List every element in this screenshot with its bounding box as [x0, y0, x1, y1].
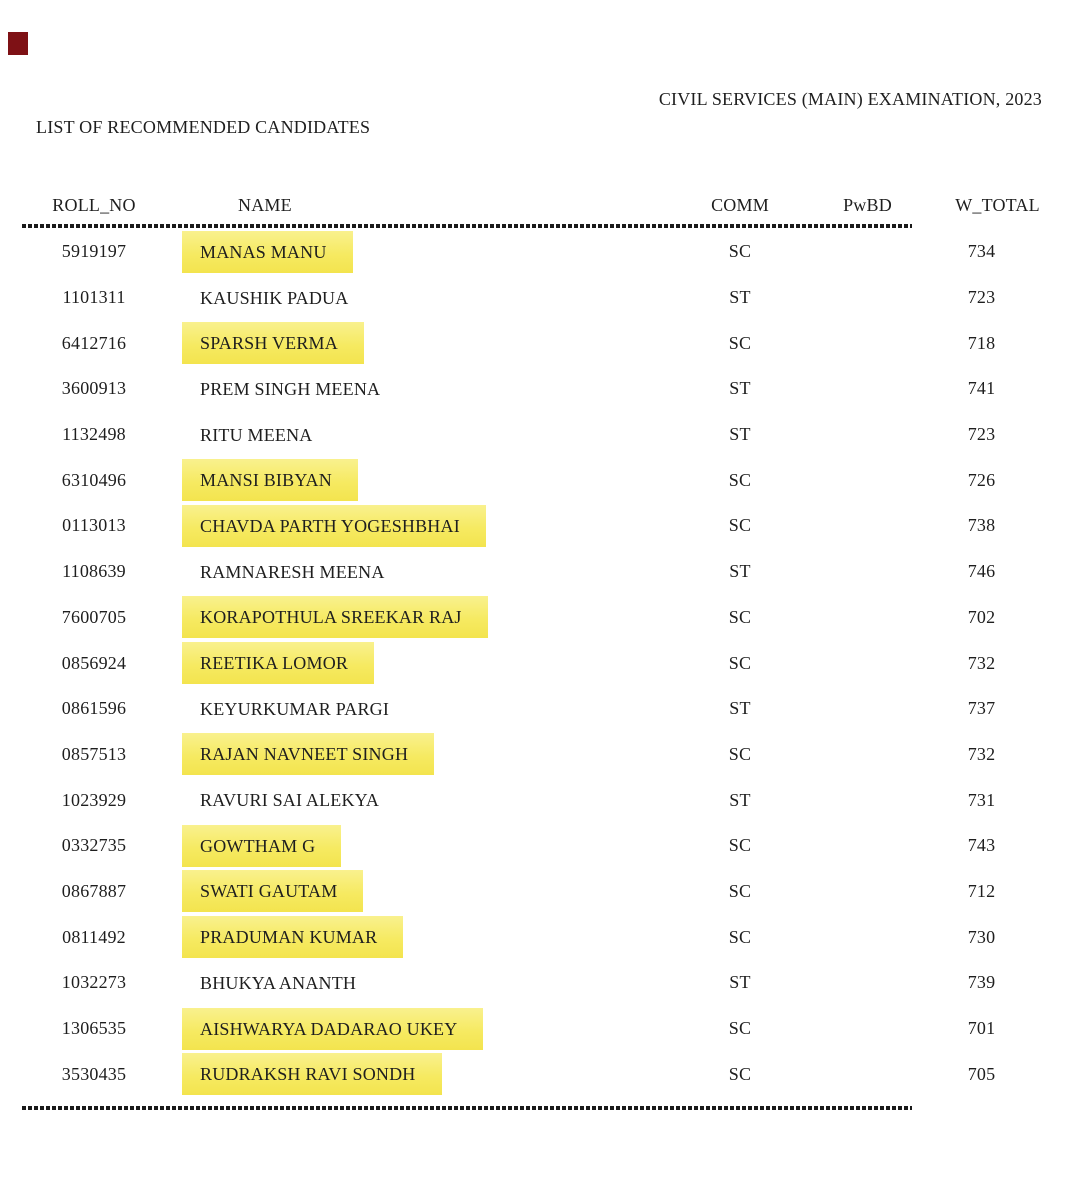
candidate-name-highlighted: KORAPOTHULA SREEKAR RAJ	[182, 596, 488, 638]
table-row	[0, 960, 1080, 1006]
w-total: 738	[967, 515, 996, 536]
table-row	[0, 275, 1080, 321]
community: SC	[728, 652, 752, 673]
community: SC	[728, 332, 752, 353]
table-row	[0, 914, 1080, 960]
candidates-table	[0, 186, 1080, 1110]
column-header-roll-no: ROLL_NO	[52, 194, 136, 215]
roll-no: 1306535	[61, 1018, 127, 1039]
candidate-name: RAVURI SAI ALEKYA	[200, 790, 380, 811]
column-header-w-total: W_TOTAL	[955, 194, 1040, 215]
candidate-name-cell	[160, 733, 660, 775]
column-header-comm: COMM	[711, 194, 769, 215]
candidate-name-cell	[160, 231, 660, 273]
table-row	[0, 732, 1080, 778]
roll-no: 0811492	[62, 926, 126, 947]
candidate-name-cell	[160, 1053, 660, 1095]
community: SC	[728, 606, 752, 627]
candidate-name-cell	[160, 287, 660, 309]
w-total: 746	[967, 561, 996, 582]
community: SC	[728, 880, 752, 901]
roll-no: 1032273	[61, 972, 127, 993]
community: ST	[729, 378, 751, 399]
candidate-name-cell	[160, 870, 660, 912]
candidate-name-highlighted: MANAS MANU	[182, 231, 353, 273]
community: SC	[728, 1063, 752, 1084]
candidate-name-highlighted: GOWTHAM G	[182, 825, 341, 867]
community: SC	[728, 469, 752, 490]
table-row	[0, 777, 1080, 823]
roll-no: 1132498	[62, 424, 126, 445]
w-total: 701	[967, 1018, 996, 1039]
w-total: 726	[967, 469, 996, 490]
table-row	[0, 869, 1080, 915]
roll-no: 0856924	[61, 652, 127, 673]
candidate-name-cell	[160, 322, 660, 364]
candidate-name-cell	[160, 505, 660, 547]
candidate-name-cell	[160, 424, 660, 446]
table-header-row	[0, 186, 1080, 224]
community: SC	[728, 1018, 752, 1039]
roll-no: 1023929	[61, 789, 127, 810]
community: SC	[728, 743, 752, 764]
roll-no: 0113013	[62, 515, 126, 536]
w-total: 718	[967, 332, 996, 353]
candidate-name-highlighted: RAJAN NAVNEET SINGH	[182, 733, 434, 775]
header-divider	[22, 224, 912, 228]
community: ST	[729, 561, 751, 582]
community: ST	[729, 424, 751, 445]
candidate-name-cell	[160, 378, 660, 400]
candidate-name-highlighted: REETIKA LOMOR	[182, 642, 374, 684]
roll-no: 3530435	[61, 1063, 127, 1084]
roll-no: 0332735	[61, 835, 127, 856]
roll-no: 0861596	[61, 698, 127, 719]
table-row	[0, 595, 1080, 641]
roll-no: 1101311	[62, 287, 126, 308]
w-total: 705	[967, 1063, 996, 1084]
roll-no: 0857513	[61, 743, 127, 764]
w-total: 702	[967, 606, 996, 627]
w-total: 712	[967, 880, 996, 901]
exam-title: CIVIL SERVICES (MAIN) EXAMINATION, 2023	[658, 89, 1042, 109]
candidate-name-cell	[160, 825, 660, 867]
footer-divider	[22, 1106, 912, 1110]
community: ST	[729, 789, 751, 810]
w-total: 734	[967, 241, 996, 262]
w-total: 723	[967, 424, 996, 445]
community: ST	[729, 287, 751, 308]
w-total: 731	[967, 789, 996, 810]
candidate-name: KAUSHIK PADUA	[200, 287, 349, 308]
w-total: 723	[967, 287, 996, 308]
candidate-name-cell	[160, 789, 660, 811]
candidate-name-highlighted: SPARSH VERMA	[182, 322, 364, 364]
table-row	[0, 503, 1080, 549]
table-row	[0, 320, 1080, 366]
table-row	[0, 412, 1080, 458]
table-row	[0, 640, 1080, 686]
candidate-name-highlighted: PRADUMAN KUMAR	[182, 916, 403, 958]
roll-no: 5919197	[61, 241, 127, 262]
candidate-name-cell	[160, 642, 660, 684]
roll-no: 6412716	[61, 332, 127, 353]
candidate-name-cell	[160, 972, 660, 994]
table-row	[0, 823, 1080, 869]
community: ST	[729, 972, 751, 993]
candidate-name: KEYURKUMAR PARGI	[200, 698, 390, 719]
table-row	[0, 549, 1080, 595]
candidate-name-highlighted: MANSI BIBYAN	[182, 459, 358, 501]
roll-no: 3600913	[61, 378, 127, 399]
candidate-name-cell	[160, 1008, 660, 1050]
candidate-name-highlighted: SWATI GAUTAM	[182, 870, 363, 912]
table-row	[0, 366, 1080, 412]
roll-no: 6310496	[61, 469, 127, 490]
table-row	[0, 1006, 1080, 1052]
table-row	[0, 229, 1080, 275]
community: SC	[728, 515, 752, 536]
table-row	[0, 686, 1080, 732]
table-row	[0, 457, 1080, 503]
candidate-name: BHUKYA ANANTH	[200, 972, 357, 993]
community: ST	[729, 698, 751, 719]
candidate-name: PREM SINGH MEENA	[200, 378, 381, 399]
candidate-name-cell	[160, 698, 660, 720]
candidate-name-cell	[160, 596, 660, 638]
candidate-name-cell	[160, 916, 660, 958]
roll-no: 0867887	[61, 880, 127, 901]
w-total: 732	[967, 743, 996, 764]
community: SC	[728, 835, 752, 856]
table-body	[0, 229, 1080, 1097]
roll-no: 1108639	[62, 561, 126, 582]
candidate-name: RAMNARESH MEENA	[200, 561, 385, 582]
list-title: LIST OF RECOMMENDED CANDIDATES	[36, 117, 371, 137]
candidate-name-highlighted: CHAVDA PARTH YOGESHBHAI	[182, 505, 486, 547]
table-row	[0, 1051, 1080, 1097]
w-total: 737	[967, 698, 996, 719]
candidate-name-highlighted: RUDRAKSH RAVI SONDH	[182, 1053, 442, 1095]
candidate-name-cell	[160, 459, 660, 501]
w-total: 743	[967, 835, 996, 856]
candidate-name-cell	[160, 561, 660, 583]
candidate-name: RITU MEENA	[200, 424, 313, 445]
roll-no: 7600705	[61, 606, 127, 627]
w-total: 732	[967, 652, 996, 673]
column-header-name: NAME	[238, 194, 292, 215]
w-total: 741	[967, 378, 996, 399]
community: SC	[728, 241, 752, 262]
candidate-name-highlighted: AISHWARYA DADARAO UKEY	[182, 1008, 483, 1050]
w-total: 730	[967, 926, 996, 947]
column-header-pwbd: PwBD	[843, 194, 892, 215]
w-total: 739	[967, 972, 996, 993]
community: SC	[728, 926, 752, 947]
red-mark	[8, 32, 28, 55]
